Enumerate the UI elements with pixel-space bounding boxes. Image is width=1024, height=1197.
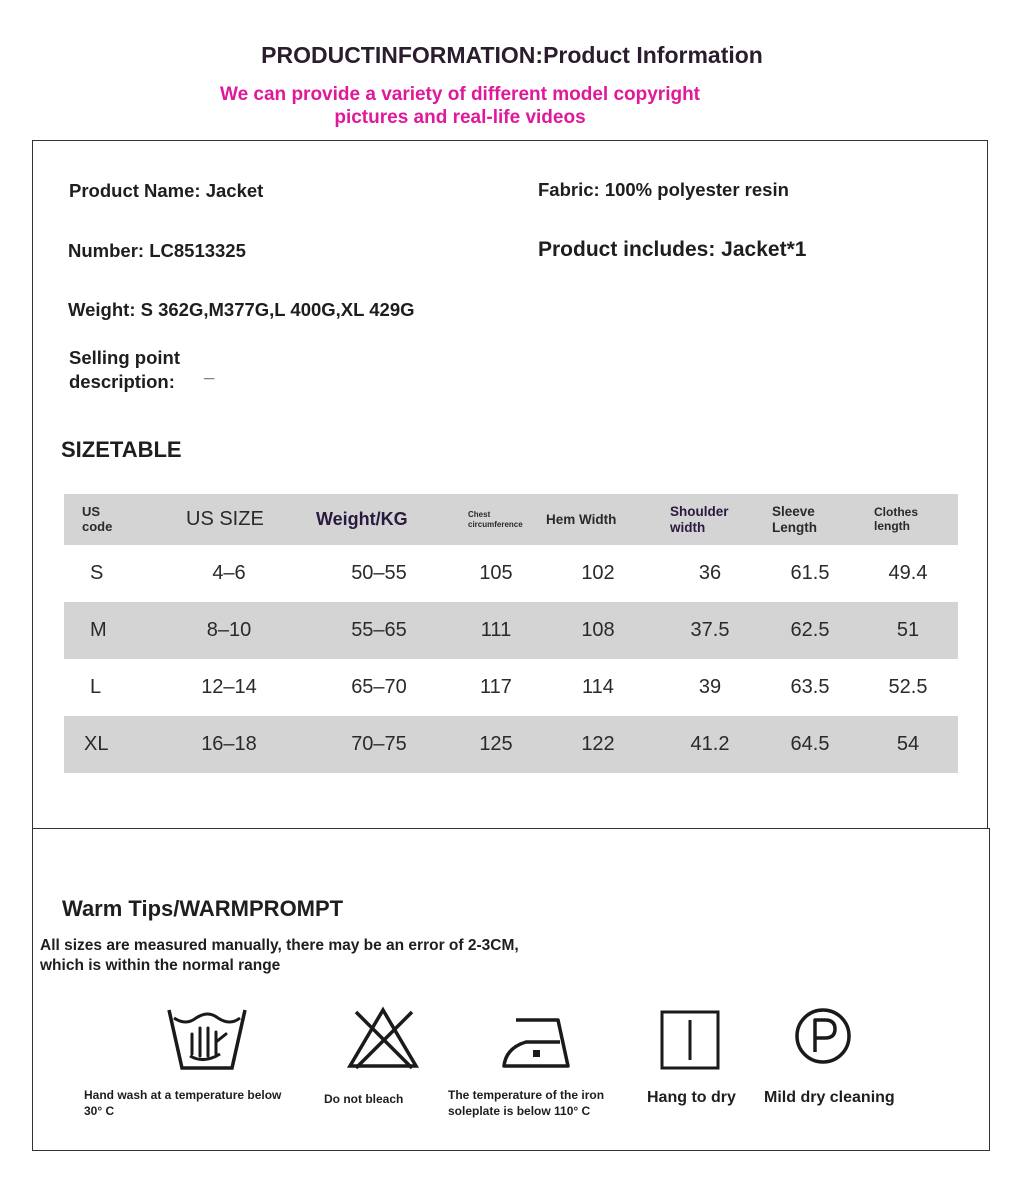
warm-tips-line2: which is within the normal range bbox=[40, 957, 281, 974]
header-sleeve-line2: Length bbox=[772, 519, 817, 535]
no-bleach-icon bbox=[346, 1006, 420, 1070]
cell-sleeve: 63.5 bbox=[790, 676, 830, 698]
care-label-hand-wash-line1: Hand wash at a temperature below bbox=[84, 1088, 282, 1102]
header-us-code bbox=[64, 494, 154, 545]
header-shoulder-line1: Shoulder bbox=[670, 503, 729, 519]
cell-weight: 50–55 bbox=[351, 562, 407, 584]
care-label-hand-wash-line2: 30° C bbox=[84, 1104, 115, 1118]
cell-chest: 125 bbox=[454, 716, 538, 773]
care-label-no-bleach: Do not bleach bbox=[324, 1092, 404, 1106]
cell-hem: 108 bbox=[538, 602, 658, 659]
selling-point-label-line2: description: bbox=[69, 371, 175, 392]
cell-chest: 117 bbox=[480, 676, 512, 698]
product-name: Product Name: Jacket bbox=[69, 180, 264, 201]
header-us-size: US SIZE bbox=[154, 494, 304, 545]
cell-clothes: 49.4 bbox=[888, 562, 928, 584]
cell-us-size: 16–18 bbox=[154, 716, 304, 773]
cell-hem: 102 bbox=[581, 562, 615, 584]
header-shoulder-line2: width bbox=[670, 519, 706, 535]
table-row bbox=[64, 602, 958, 659]
care-label-iron-line1: The temperature of the iron bbox=[448, 1088, 605, 1102]
promo-text-line1: We can provide a variety of different model copyright bbox=[219, 84, 701, 105]
cell-us-code: S bbox=[90, 562, 104, 584]
header-weight: Weight/KG bbox=[304, 494, 454, 545]
cell-hem: 122 bbox=[538, 716, 658, 773]
cell-clothes: 52.5 bbox=[888, 676, 928, 698]
header-us-code-line2: code bbox=[82, 518, 113, 534]
cell-hem: 114 bbox=[582, 676, 614, 698]
cell-chest: 105 bbox=[479, 562, 513, 584]
cell-clothes: 54 bbox=[858, 716, 958, 773]
cell-sleeve: 61.5 bbox=[790, 562, 830, 584]
cell-weight: 70–75 bbox=[304, 716, 454, 773]
cell-us-size: 12–14 bbox=[201, 676, 257, 698]
cell-us-size: 8–10 bbox=[154, 602, 304, 659]
header-chest bbox=[454, 494, 538, 545]
care-label-dry-clean: Mild dry cleaning bbox=[764, 1089, 895, 1106]
header-sleeve-line1: Sleeve bbox=[772, 503, 815, 519]
product-includes: Product includes: Jacket*1 bbox=[538, 238, 807, 261]
size-table bbox=[64, 494, 958, 773]
cell-weight: 65–70 bbox=[351, 676, 407, 698]
table-row bbox=[64, 716, 958, 773]
warm-tips-title: Warm Tips/WARMPROMPT bbox=[62, 896, 344, 921]
size-table-header-row bbox=[64, 494, 958, 545]
dry-clean-icon bbox=[793, 1006, 853, 1066]
header-clothes-line2: length bbox=[874, 518, 910, 533]
header-clothes-line1: Clothes bbox=[874, 504, 919, 519]
cell-shoulder: 37.5 bbox=[658, 602, 762, 659]
iron-icon bbox=[502, 1014, 572, 1070]
header-clothes bbox=[858, 494, 958, 545]
page-title: PRODUCTINFORMATION:Product Information bbox=[261, 42, 763, 68]
header-shoulder bbox=[658, 494, 762, 545]
cell-clothes: 51 bbox=[858, 602, 958, 659]
header-chest-line1: Chest bbox=[468, 510, 491, 520]
header-chest-line2: circumference bbox=[468, 519, 523, 529]
cell-shoulder: 41.2 bbox=[658, 716, 762, 773]
header-hem-width: Hem Width bbox=[538, 494, 658, 545]
product-number: Number: LC8513325 bbox=[68, 240, 246, 261]
header-us-code-line1: US bbox=[82, 503, 101, 519]
cell-chest: 111 bbox=[454, 602, 538, 659]
cell-shoulder: 36 bbox=[698, 562, 722, 584]
cell-us-code: XL bbox=[64, 716, 154, 773]
cell-us-size: 4–6 bbox=[212, 562, 246, 584]
header-sleeve bbox=[762, 494, 858, 545]
cell-us-code: M bbox=[64, 602, 154, 659]
warm-tips-line1: All sizes are measured manually, there may be an error of 2-3CM, bbox=[40, 937, 519, 954]
product-weight: Weight: S 362G,M377G,L 400G,XL 429G bbox=[68, 299, 415, 320]
hang-dry-icon bbox=[660, 1010, 720, 1070]
hand-wash-icon bbox=[166, 1004, 248, 1074]
selling-point-label-line1: Selling point bbox=[69, 347, 180, 368]
selling-point-value: _ bbox=[204, 360, 215, 381]
size-table-title: SIZETABLE bbox=[61, 437, 182, 462]
cell-sleeve: 64.5 bbox=[762, 716, 858, 773]
promo-text-line2: pictures and real-life videos bbox=[334, 107, 586, 128]
care-label-hang-dry: Hang to dry bbox=[647, 1089, 736, 1106]
table-row bbox=[64, 545, 958, 602]
product-fabric: Fabric: 100% polyester resin bbox=[538, 179, 789, 200]
cell-weight: 55–65 bbox=[304, 602, 454, 659]
cell-shoulder: 39 bbox=[698, 676, 722, 698]
table-row bbox=[64, 659, 958, 716]
cell-sleeve: 62.5 bbox=[762, 602, 858, 659]
cell-us-code: L bbox=[90, 676, 102, 698]
care-label-iron-line2: soleplate is below 110° C bbox=[448, 1104, 591, 1118]
